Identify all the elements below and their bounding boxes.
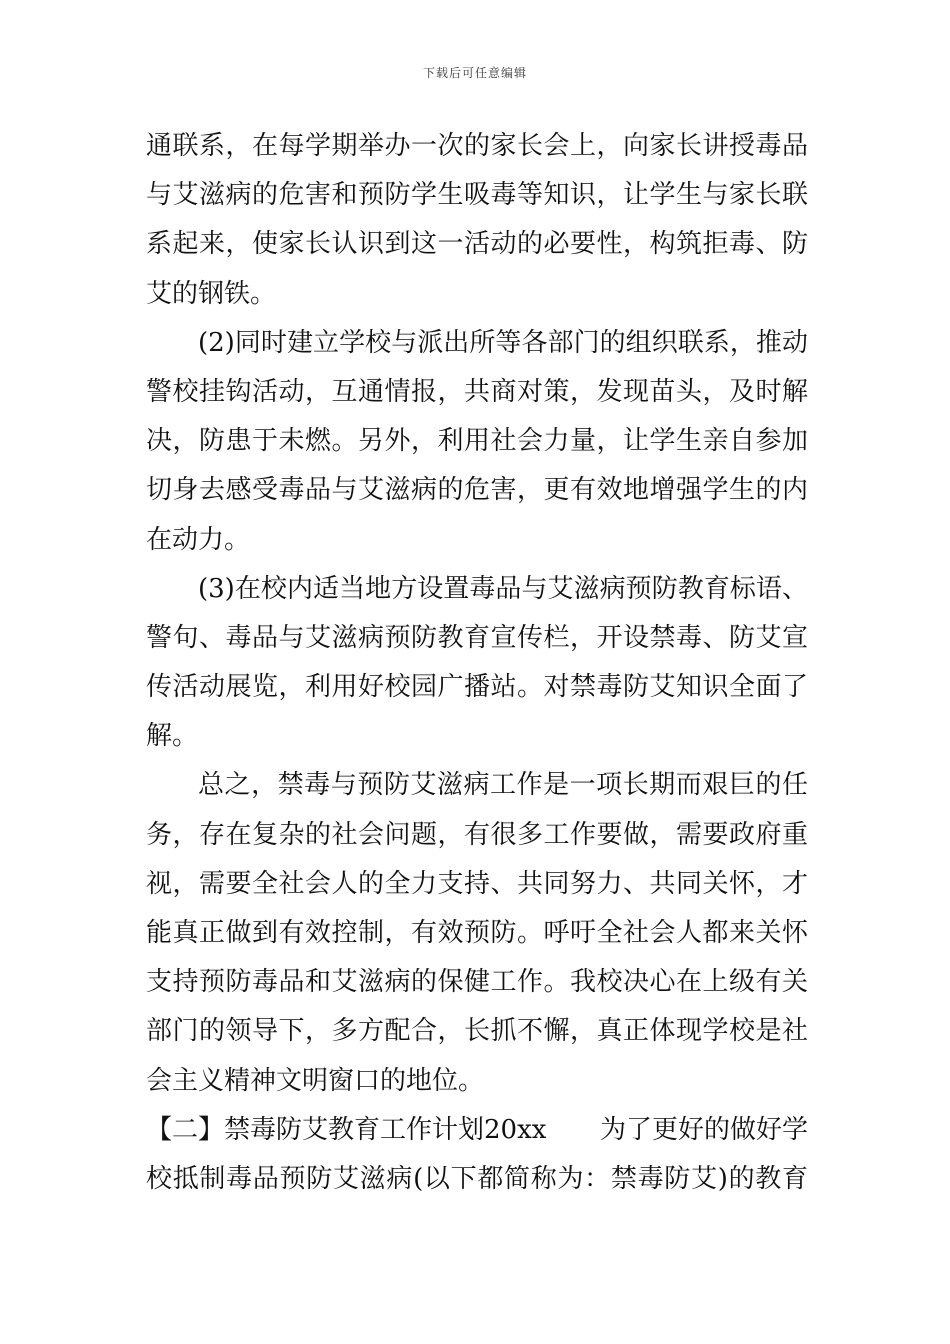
text-line: (2)同时建立学校与派出所等各部门的组织联系，推动 (198, 327, 808, 358)
text-line: 视，需要全社会人的全力支持、共同努力、共同关怀，才 (146, 868, 808, 899)
text-line: 系起来，使家长认识到这一活动的必要性，构筑拒毒、防 (146, 229, 808, 260)
text-line: 艾的钢铁。 (146, 278, 277, 309)
text-line: 警句、毒品与艾滋病预防教育宣传栏，开设禁毒、防艾宣 (146, 622, 808, 653)
paragraph-item-2 (146, 319, 808, 565)
text-line: (3)在校内适当地方设置毒品与艾滋病预防教育标语、 (198, 573, 808, 604)
paragraph-item-3 (146, 565, 808, 762)
section-two (146, 1106, 808, 1204)
page-header: 下载后可任意编辑 (422, 66, 527, 80)
paragraph-conclusion (146, 761, 808, 1105)
text-line: 传活动展览，利用好校园广播站。对禁毒防艾知识全面了 (146, 672, 808, 703)
text-line: 部门的领导下，多方配合，长抓不懈，真正体现学校是社 (146, 1016, 808, 1047)
section-heading-tail: 为了更好的做好学 (599, 1114, 808, 1145)
section-heading: 【二】禁毒防艾教育工作计划20xx (146, 1114, 547, 1145)
text-line: 务，存在复杂的社会问题，有很多工作要做，需要政府重 (146, 819, 808, 850)
text-line: 能真正做到有效控制，有效预防。呼吁全社会人都来关怀 (146, 918, 808, 948)
text-line: 通联系，在每学期举办一次的家长会上，向家长讲授毒品 (146, 131, 808, 161)
text-line: 会主义精神文明窗口的地位。 (146, 1065, 485, 1096)
text-line: 支持预防毒品和艾滋病的保健工作。我校决心在上级有关 (146, 967, 808, 998)
section-heading-line (146, 1106, 808, 1155)
text-line: 与艾滋病的危害和预防学生吸毒等知识，让学生与家长联 (146, 180, 808, 211)
text-line: 校抵制毒品预防艾滋病(以下都简称为：禁毒防艾)的教育 (146, 1163, 808, 1194)
text-line: 解。 (146, 721, 199, 752)
text-line: 警校挂钩活动，互通情报，共商对策，发现苗头，及时解 (146, 376, 808, 407)
text-line: 决，防患于未燃。另外，利用社会力量，让学生亲自参加 (146, 426, 808, 457)
text-line: 总之，禁毒与预防艾滋病工作是一项长期而艰巨的任 (198, 770, 808, 801)
text-line: 切身去感受毒品与艾滋病的危害，更有效地增强学生的内 (146, 475, 808, 506)
text-line: 在动力。 (146, 524, 251, 555)
paragraph-parent-communication (146, 122, 808, 319)
document-body (146, 122, 808, 1204)
